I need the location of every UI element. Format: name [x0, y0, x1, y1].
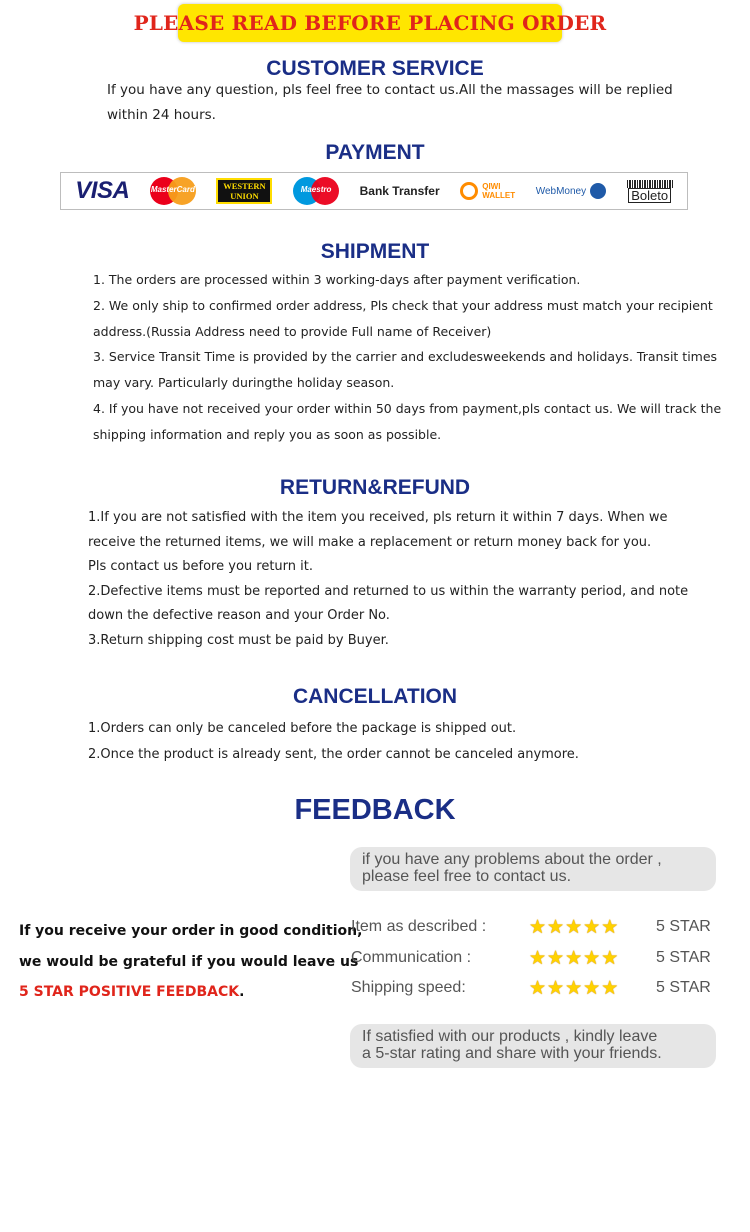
maestro-label: Maestro	[300, 185, 332, 194]
contact-bubble	[350, 847, 716, 891]
payment-heading: PAYMENT	[325, 141, 425, 164]
shipment-heading: SHIPMENT	[320, 240, 430, 263]
boleto-logo	[627, 180, 673, 203]
shipment-line: 1. The orders are processed within 3 working-days after payment verification.	[93, 272, 581, 287]
globe-icon	[590, 183, 606, 199]
feedback-request-line: If you receive your order in good condition,	[19, 923, 363, 939]
star-icon: ★	[547, 977, 565, 999]
shipment-line: 3. Service Transit Time is provided by the carrier and excludesweekends and holidays. Transit times	[93, 349, 718, 364]
rating-value: 5 STAR	[656, 949, 711, 966]
qiwi-icon	[460, 182, 478, 200]
feedback-request-line: we would be grateful if you would leave us	[19, 954, 359, 970]
mastercard-logo	[150, 177, 196, 205]
return-line: 2.Defective items must be reported and returned to us within the warranty period, and note	[88, 584, 689, 599]
rating-request-bubble	[350, 1024, 716, 1068]
rating-bubble-line: a 5-star rating and share with your friends.	[362, 1045, 662, 1062]
rating-value: 5 STAR	[656, 918, 711, 935]
feedback-highlight-line	[19, 984, 244, 1000]
shipment-line: 2. We only ship to confirmed order address, Pls check that your address must match your recipient	[93, 298, 713, 313]
mastercard-label: MasterCard	[150, 185, 195, 194]
return-line: receive the returned items, we will make a replacement or return money back for you.	[88, 535, 652, 550]
star-icon: ★	[601, 947, 619, 969]
rating-bubble-line: If satisfied with our products , kindly leave	[362, 1028, 658, 1045]
shipment-line: may vary. Particularly duringthe holiday season.	[93, 375, 395, 390]
western-union-line1: WESTERN	[223, 181, 266, 191]
webmoney-label: WebMoney	[535, 185, 587, 197]
shipment-line: shipping information and reply you as soon as possible.	[93, 427, 442, 442]
star-icon: ★	[583, 916, 601, 938]
star-icon: ★	[565, 947, 583, 969]
highlight-suffix: .	[239, 984, 245, 1000]
cancellation-line: 1.Orders can only be canceled before the package is shipped out.	[88, 721, 517, 736]
star-icon: ★	[583, 977, 601, 999]
qiwi-line2: WALLET	[482, 191, 516, 200]
star-icon: ★	[601, 977, 619, 999]
customer-service-line: If you have any question, pls feel free to contact us.All the massages will be replied	[107, 82, 673, 98]
contact-bubble-line: if you have any problems about the order ,	[362, 851, 662, 868]
contact-bubble-line: please feel free to contact us.	[362, 868, 572, 885]
western-union-logo	[216, 178, 272, 204]
rating-label-item: Item as described :	[351, 918, 487, 935]
return-line: 3.Return shipping cost must be paid by Buyer.	[88, 633, 389, 648]
maestro-logo	[293, 177, 339, 205]
shipment-line: 4. If you have not received your order within 50 days from payment,pls contact us. We will track the	[93, 401, 722, 416]
bank-transfer-logo: Bank Transfer	[359, 184, 440, 198]
star-icon: ★	[583, 947, 601, 969]
visa-logo: VISA	[75, 177, 130, 204]
rating-label-shipping: Shipping speed:	[351, 979, 466, 996]
star-icon: ★	[529, 977, 547, 999]
customer-service-line: within 24 hours.	[107, 107, 216, 123]
star-icon: ★	[529, 947, 547, 969]
banner-text: PLEASE READ BEFORE PLACING ORDER	[133, 11, 607, 35]
qiwi-wallet-logo	[460, 182, 515, 200]
return-line: down the defective reason and your Order No.	[88, 608, 390, 623]
star-icon: ★	[565, 977, 583, 999]
rating-stars	[529, 917, 618, 937]
boleto-label: Boleto	[628, 188, 671, 203]
shipment-line: address.(Russia Address need to provide Full name of Receiver)	[93, 324, 492, 339]
star-icon: ★	[601, 916, 619, 938]
barcode-icon	[627, 180, 673, 188]
feedback-heading: FEEDBACK	[294, 794, 456, 826]
return-line: Pls contact us before you return it.	[88, 559, 313, 574]
payment-methods-bar	[60, 172, 688, 210]
star-icon: ★	[547, 916, 565, 938]
customer-service-heading: CUSTOMER SERVICE	[266, 57, 484, 80]
five-star-highlight: 5 STAR POSITIVE FEEDBACK	[19, 984, 240, 1000]
rating-label-communication: Communication :	[351, 949, 472, 966]
rating-value: 5 STAR	[656, 979, 711, 996]
star-icon: ★	[547, 947, 565, 969]
return-refund-heading: RETURN&REFUND	[279, 476, 471, 499]
top-banner	[133, 4, 607, 42]
cancellation-line: 2.Once the product is already sent, the order cannot be canceled anymore.	[88, 747, 579, 762]
western-union-line2: UNION	[230, 191, 259, 201]
qiwi-line1: QIWI	[482, 182, 501, 191]
rating-stars	[529, 978, 618, 998]
star-icon: ★	[565, 916, 583, 938]
cancellation-heading: CANCELLATION	[292, 685, 458, 708]
rating-stars	[529, 948, 618, 968]
webmoney-logo	[536, 183, 606, 199]
star-icon: ★	[529, 916, 547, 938]
return-line: 1.If you are not satisfied with the item you received, pls return it within 7 days. When we	[88, 510, 668, 525]
